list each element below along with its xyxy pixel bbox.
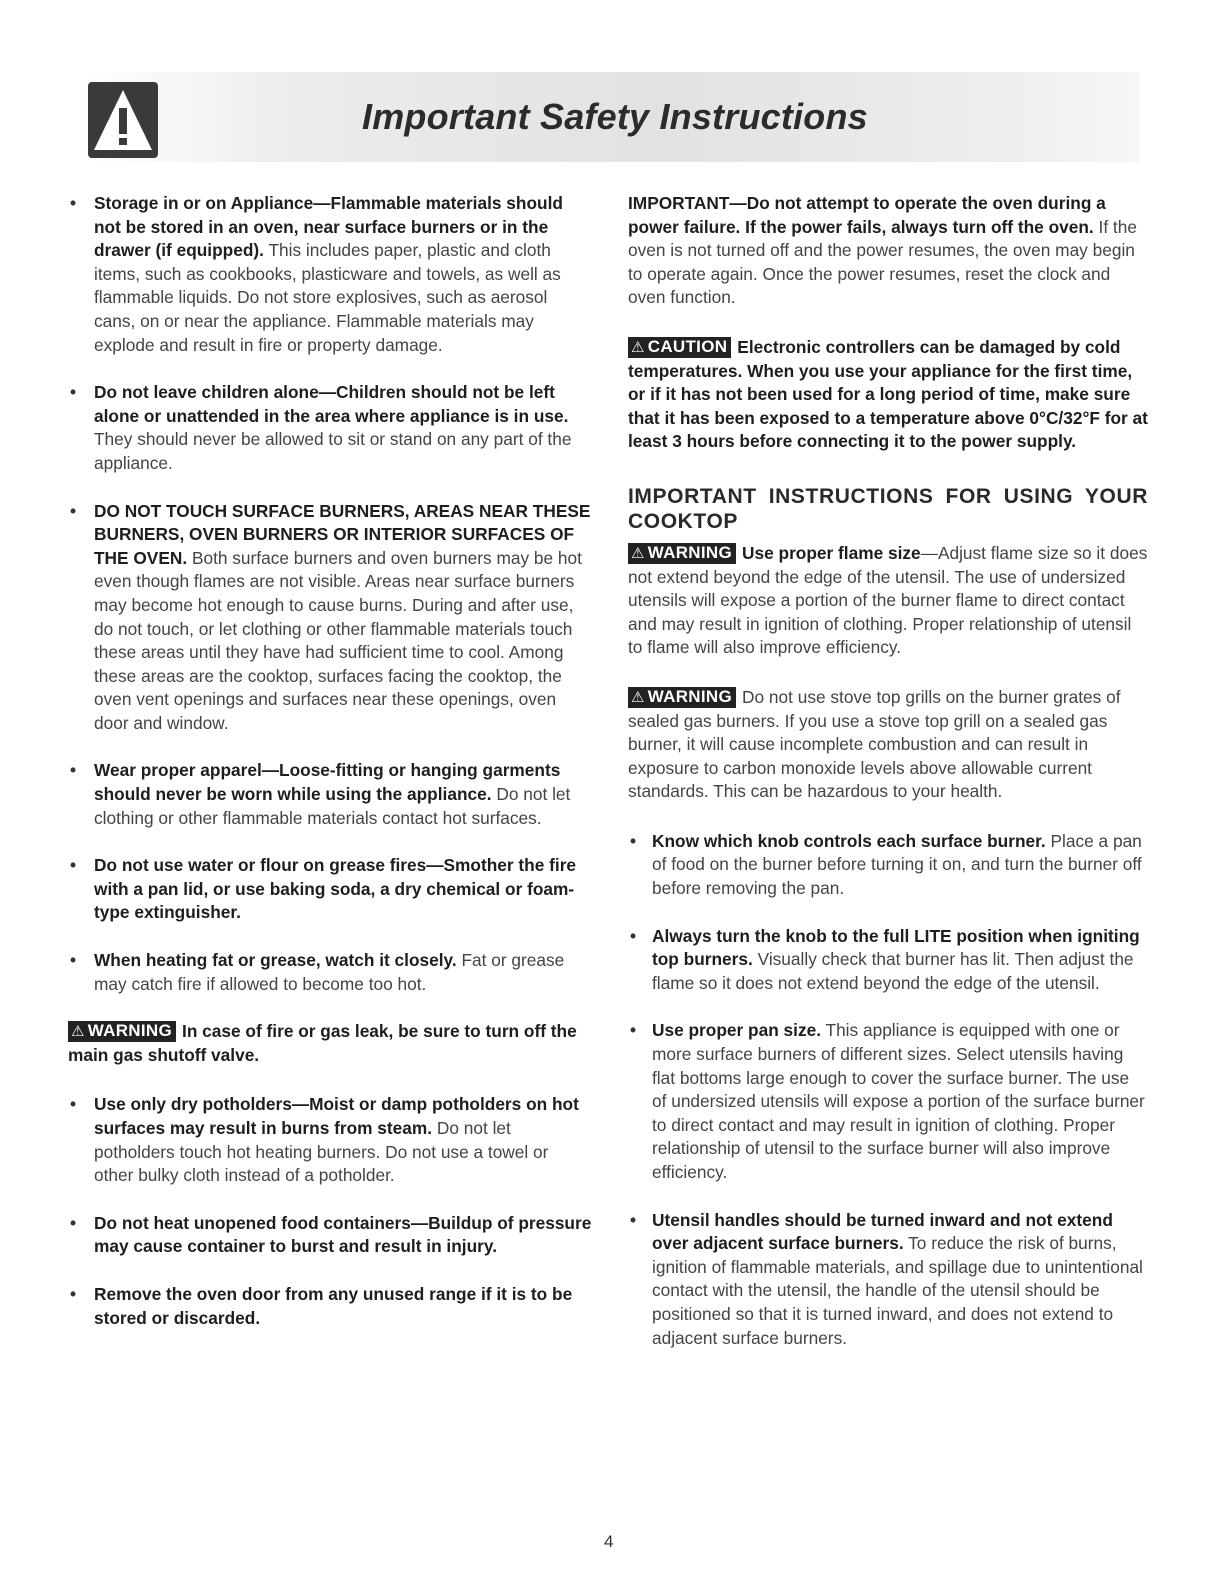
warning-badge: ⚠ WARNING <box>628 687 736 708</box>
list-item: • Use proper pan size. This appliance is equipped with one or more surface burners of different sizes. Select utensils having flat bottoms large enough to cover the surface burner. The use of undersized utensils will expose a portion of the surface burner to direct contact and may result in ignition of clothing. Proper relationship of utensil to the surface burner will also improve efficiency. <box>630 1020 1145 1182</box>
right-column <box>628 192 1148 1374</box>
list-item: • Utensil handles should be turned inward and not extend over adjacent surface burners. To reduce the risk of burns, ignition of flammable materials, and spillage due to unintentional contact with the utensil, the handle of the utensil should be positioned so that it is turned inward, and does not extend to adjacent surface burners. <box>630 1209 1143 1348</box>
important-paragraph: IMPORTANT—Do not attempt to operate the oven during a power failure. If the power fails, always turn off the oven. If the oven is not turned off and the power resumes, the oven may begin to operate again. Once the power resumes, reset the clock and oven function. <box>628 193 1137 308</box>
warning-paragraph: ⚠ WARNING Do not use stove top grills on the burner grates of sealed gas burners. If you use a stove top grill on a sealed gas burner, it will cause incomplete combustion and can result in exposure to carbon monoxide levels above allowable current standards. This can be hazardous to your health. <box>628 686 1121 802</box>
list-item: • Use only dry potholders—Moist or damp potholders on hot surfaces may result in burns from steam. Do not let potholders touch hot heating burners. Do not use a towel or other bulky cloth instead of a potholder. <box>70 1094 579 1186</box>
warning-badge: ⚠ WARNING <box>628 543 736 564</box>
list-item: • Always turn the knob to the full LITE position when igniting top burners. Visually check that burner has lit. Then adjust the flame so it does not extend beyond the edge of the utensil. <box>630 925 1140 993</box>
section-heading: IMPORTANT INSTRUCTIONS FOR USING YOUR COOKTOP <box>628 484 1148 533</box>
caution-paragraph: ⚠ CAUTION Electronic controllers can be damaged by cold temperatures. When you use your appliance for the first time, or if it has not been used for a long period of time, make sure that it has been exposed to a temperature above 0°C/32°F for at least 3 hours before connecting it to the power supply. <box>628 336 1148 452</box>
left-column <box>68 192 592 1354</box>
page-number: 4 <box>604 1532 614 1551</box>
warning-paragraph: ⚠ WARNING In case of fire or gas leak, be sure to turn off the main gas shutoff valve. <box>68 1021 577 1065</box>
caution-badge: ⚠ CAUTION <box>628 337 731 358</box>
warning-icon: ⚠ <box>71 1023 85 1041</box>
list-item: • Do not use water or flour on grease fires—Smother the fire with a pan lid, or use baking soda, a dry chemical or foam-type extinguisher. <box>70 855 577 923</box>
warning-triangle-icon <box>88 82 158 158</box>
page-title: Important Safety Instructions <box>362 96 868 137</box>
list-item: • DO NOT TOUCH SURFACE BURNERS, AREAS NEAR THESE BURNERS, OVEN BURNERS OR INTERIOR SURFACES OF THE OVEN. Both surface burners and oven burners may be hot even though flames are not visible. Areas near surface burners may become hot enough to cause burns. During and after use, do not touch, or let clothing or other flammable materials touch these areas until they have had sufficient time to cool. Among these areas are the cooktop, surfaces facing the cooktop, the oven vent openings and surfaces near these openings, oven door and window. <box>70 500 591 733</box>
list-item: • Wear proper apparel—Loose-fitting or hanging garments should never be worn while using the appliance. Do not let clothing or other flammable materials contact hot surfaces. <box>70 760 571 828</box>
list-item: • Know which knob controls each surface burner. Place a pan of food on the burner before turning it on, and turn the burner off before removing the pan. <box>630 830 1142 899</box>
warning-icon: ⚠ <box>631 338 645 356</box>
warning-badge: ⚠ WARNING <box>68 1021 176 1042</box>
warning-paragraph: ⚠ WARNING Use proper flame size—Adjust flame size so it does not extend beyond the edge of the utensil. The use of undersized utensils will expose a portion of the burner flame to direct contact and may result in ignition of clothing. Proper relationship of utensil to flame will also improve efficiency. <box>628 542 1148 658</box>
list-item: • Do not leave children alone—Children should not be left alone or unattended in the area where appliance is in use. They should never be allowed to sit or stand on any part of the appliance. <box>70 382 572 473</box>
warning-icon: ⚠ <box>631 544 645 562</box>
list-item: • When heating fat or grease, watch it closely. Fat or grease may catch fire if allowed to become too hot. <box>70 950 565 994</box>
list-item: • Do not heat unopened food containers—Buildup of pressure may cause container to burst and result in injury. <box>70 1212 592 1257</box>
warning-icon: ⚠ <box>631 688 645 706</box>
list-item: • Remove the oven door from any unused range if it is to be stored or discarded. <box>70 1283 573 1328</box>
list-item: • Storage in or on Appliance—Flammable materials should not be stored in an oven, near surface burners or in the drawer (if equipped). This includes paper, plastic and cloth items, such as cookbooks, plasticware and towels, as well as flammable liquids. Do not store explosives, such as aerosol cans, on or near the appliance. Flammable materials may explode and result in fire or property damage. <box>70 193 563 355</box>
